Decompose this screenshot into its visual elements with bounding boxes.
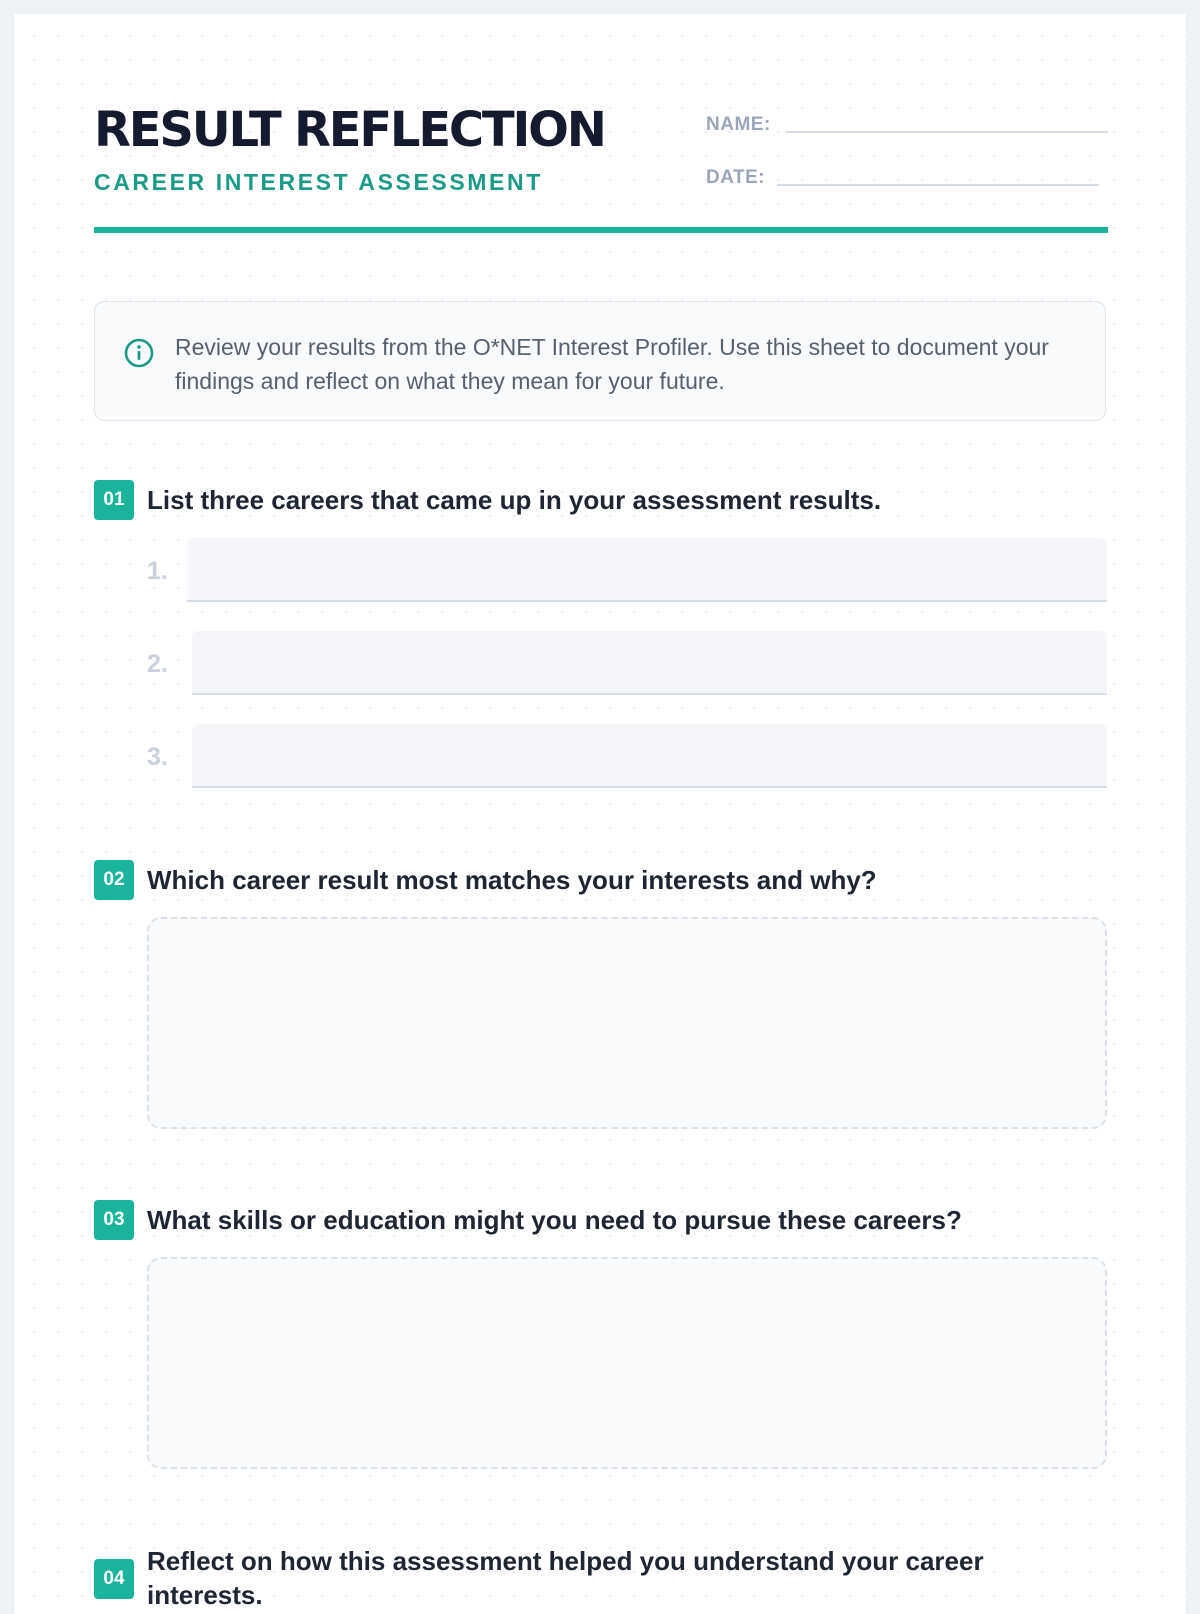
instructions-text: Review your results from the O*NET Interest Profiler. Use this sheet to document your findings and reflect on what they mean for your future. (175, 334, 1049, 394)
date-label: DATE: (706, 167, 766, 188)
career-3-number: 3. (147, 743, 168, 771)
page-title: RESULT REFLECTION (94, 102, 605, 158)
career-3-field[interactable] (192, 724, 1107, 788)
question-number-badge: 01 (94, 480, 134, 520)
name-field[interactable] (786, 131, 1108, 133)
page-subtitle: CAREER INTEREST ASSESSMENT (94, 169, 543, 195)
career-1-number: 1. (147, 557, 168, 585)
career-2-number: 2. (147, 650, 168, 678)
question-2-text: Which career result most matches your interests and why? (147, 865, 877, 895)
question-2-answer-box[interactable] (147, 917, 1107, 1129)
name-label: NAME: (706, 114, 771, 135)
worksheet-page (14, 14, 1186, 1614)
question-1-text: List three careers that came up in your assessment results. (147, 485, 882, 515)
instructions-box (94, 301, 1106, 421)
question-number-badge: 02 (94, 860, 134, 900)
date-field[interactable] (777, 184, 1099, 186)
career-2-field[interactable] (192, 631, 1107, 695)
question-4-text: Reflect on how this assessment helped you understand your career interests. (147, 1546, 984, 1610)
question-3-answer-box[interactable] (147, 1257, 1107, 1469)
career-1-field[interactable] (187, 538, 1107, 602)
question-3-text: What skills or education might you need to pursue these careers? (147, 1205, 962, 1235)
question-number-badge: 03 (94, 1200, 134, 1240)
header-divider (94, 227, 1108, 233)
info-circle-icon (123, 337, 155, 369)
question-number-badge: 04 (94, 1559, 134, 1599)
